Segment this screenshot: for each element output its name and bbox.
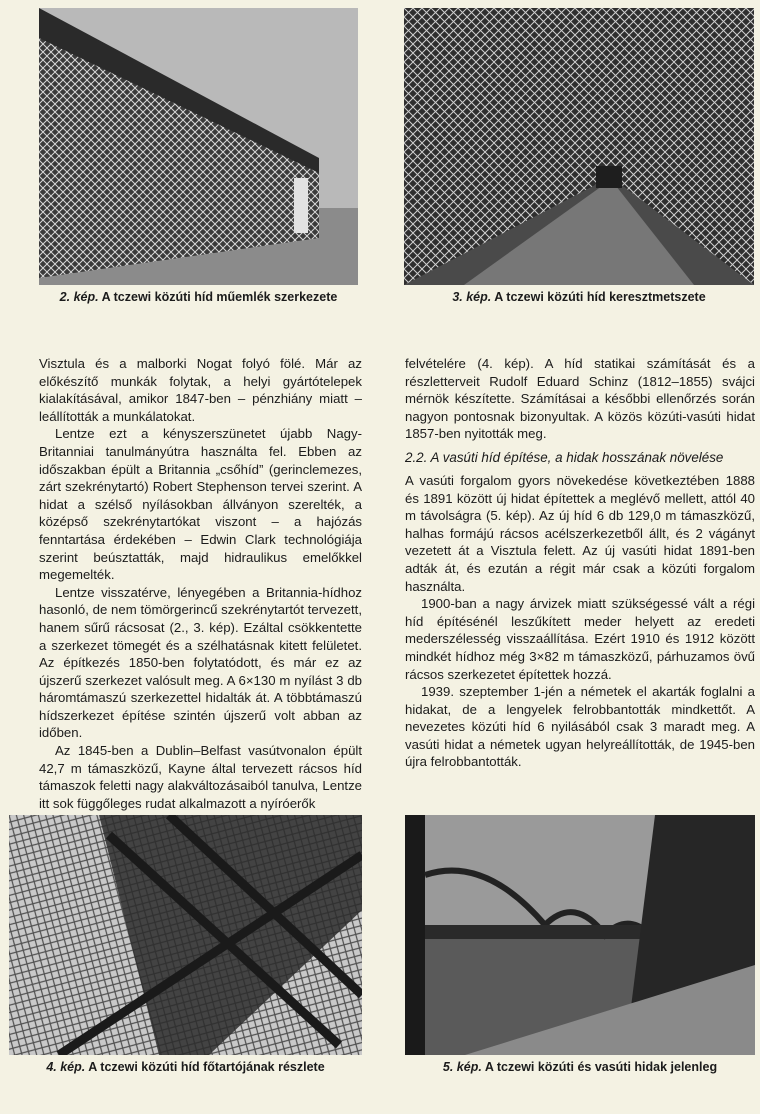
section-heading: 2.2. A vasúti híd építése, a hidak hosszának növelése	[405, 449, 724, 465]
left-paragraph-4: Az 1845-ben a Dublin–Belfast vasútvonalon épült 42,7 m támaszközű, Kayne által tervezett rácsos híd támaszok feletti nagy alakváltozásaiból tanulva, Lentze itt sok függőleges rudat alkalmazott a nyíróerők	[39, 743, 362, 811]
figure-2-text: A tczewi közúti híd műemlék szerkezete	[98, 290, 338, 304]
figure-4-caption	[9, 1060, 362, 1074]
figure-2-number: 2. kép.	[59, 290, 99, 304]
figure-5-text: A tczewi közúti és vasúti hidak jelenleg	[481, 1060, 718, 1074]
figure-5-number: 5. kép.	[442, 1060, 482, 1074]
left-paragraph-2: Lentze ezt a kényszerszünetet újabb Nagy-Britanniai tanulmányútra használta fel. Ebben az időszakban épült a Britannia „csőhíd” (gerinclemezes, zárt szekrénytartó) Robert Stephenson tervei szerint. A hidat a szélső nyílásokban állványon szerelték, a középső szekrénytartókat viszont – a hajózás fenntartása érdekében – Edwin Clark technológiája szerint beúsztatták, majd hidraulikus emelőkkel megemelték.	[39, 426, 362, 583]
figure-3-caption	[404, 290, 754, 304]
left-paragraph-1: Visztula és a malborki Nogat folyó fölé. Már az előkészítő munkák folytak, a helyi gyártótelepek kialakításával, amikor 1847-ben – pénzhiány miatt – leállították a munkálatokat.	[39, 356, 362, 424]
figure-5-caption	[405, 1060, 755, 1074]
figure-3-text: A tczewi közúti híd keresztmetszete	[491, 290, 706, 304]
photo-5-road-and-rail-bridges	[405, 815, 755, 1055]
left-paragraph-3: Lentze visszatérve, lényegében a Britannia-hídhoz hasonló, de nem tömörgerincű szekrénytartót tervezett, hanem sűrű rácsosat (2., 3. kép). Ezáltal csökkentette a szerkezet tömegét és a szélhatásnak kitett felületet. Az építkezés 1850-ben folytatódott, és már ez az újszerű szerkezet valósult meg. A 6×130 m nyílást 3 db háromtámaszú szerkezettel hidalták át. A többtámaszú hídszerkezet építése szintén újszerű volt abban az időben.	[39, 584, 362, 741]
right-paragraph-2: A vasúti forgalom gyors növekedése következtében 1888 és 1891 között új hidat építettek a meglévő mellett, attól 40 m távolságra (5. kép). Az új híd 6 db 129,0 m támaszközű, halhas formájú rácsos acélszerkezetből állt, és 2 vágányt vezetett át a Visztula felett. Az új vasúti hidat 1891-ben adták át, és ezután a régit már csak a közúti forgalom használta.	[405, 472, 755, 594]
photo-3-bridge-cross-section	[404, 8, 754, 285]
right-text-column	[405, 355, 755, 771]
figure-4-number: 4. kép.	[46, 1060, 86, 1074]
figure-4-text: A tczewi közúti híd főtartójának részlete	[85, 1060, 325, 1074]
photo-2-bridge-structure	[39, 8, 358, 285]
figure-2-caption	[39, 290, 358, 304]
photo-4-main-girder-detail	[9, 815, 362, 1055]
figure-3-number: 3. kép.	[452, 290, 492, 304]
right-paragraph-1: felvételére (4. kép). A híd statikai számítását és a részletterveit Rudolf Eduard Schinz (1812–1855) svájci mérnök készítette. Számításai a későbbi ellenőrzés során nagyon pontosnak bizonyultak. A közös közúti-vasúti hidat 1857-ben nyitották meg.	[405, 356, 755, 442]
right-paragraph-4: 1939. szeptember 1-jén a németek el akarták foglalni a hidakat, de a lengyelek felrobbantották mindkettőt. A nevezetes közúti híd 6 nyilásából csak 3 maradt meg. A vasúti hidat a németek ugyan helyreállították, de 1945-ben újra felrobbantották.	[405, 684, 755, 770]
right-paragraph-3: 1900-ban a nagy árvizek miatt szükségessé vált a régi híd építésénél leszűkített meder helyett az eredeti mederszélesség visszaállítása. Ezért 1910 és 1912 között mindkét hídhoz még 3×82 m támaszközű, párhuzamos övű rácsos szerkezetet építettek hozzá.	[405, 596, 755, 682]
left-text-column	[39, 355, 362, 812]
